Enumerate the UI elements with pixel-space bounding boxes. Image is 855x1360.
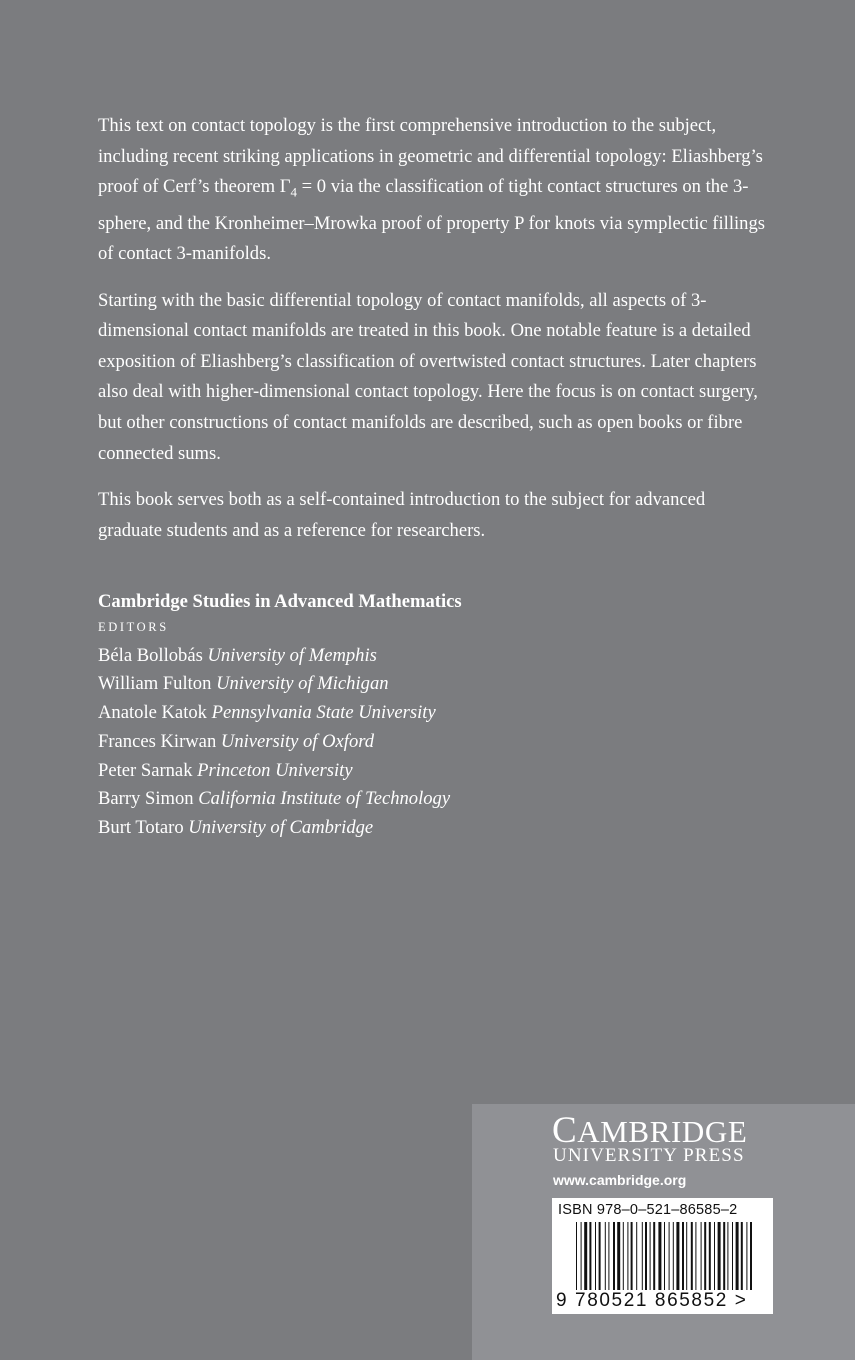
editor-affiliation: Pennsylvania State University <box>211 702 436 724</box>
editor-affiliation: University of Cambridge <box>188 816 374 838</box>
publisher-panel <box>472 1104 855 1360</box>
barcode-bar <box>605 1222 606 1290</box>
barcode-bar <box>750 1222 752 1290</box>
blurb-paragraph-2: Starting with the basic differential topology of contact manifolds, all aspects of 3-dimensional contact manifolds are treated in this book. One notable feature is a detailed exposition of Eliashberg’s classification of overtwisted contact structures. Later chapters also deal with higher-dimensional contact topology. Here the focus is on contact surgery, but other constructions of contact manifolds are described, such as open books or fibre connected sums. <box>98 289 758 464</box>
editor-entry <box>98 785 768 814</box>
barcode-bar <box>673 1222 674 1290</box>
publisher-website[interactable]: www.cambridge.org <box>553 1172 687 1188</box>
publisher-press: UNIVERSITY PRESS <box>553 1145 745 1166</box>
barcode-bar <box>658 1222 661 1290</box>
editor-name: Barry Simon <box>98 788 194 810</box>
barcode-bar <box>736 1222 739 1290</box>
isbn-barcode <box>552 1198 773 1314</box>
barcode-bar <box>599 1222 601 1290</box>
blurb-paragraph-3: This book serves both as a self-contained introduction to the subject for advanced graduate students and as a reference for researchers. <box>98 489 706 541</box>
barcode-bar <box>727 1222 728 1290</box>
back-cover-blurb <box>98 111 768 562</box>
blurb-paragraph-1-start: This text on contact topology is the first comprehensive introduction to the subject, including recent striking applications in geometric and differential topology: Eliashberg’s proof of Cerf’s theorem Γ <box>98 115 763 198</box>
editor-name: Anatole Katok <box>98 702 207 724</box>
editor-name: Burt Totaro <box>98 816 184 838</box>
logo-initial: C <box>552 1110 578 1151</box>
gamma-subscript: 4 <box>290 184 297 200</box>
editor-entry <box>98 728 768 757</box>
editor-name: William Fulton <box>98 673 212 695</box>
editor-entry <box>98 814 768 843</box>
logo-rest: AMBRIDGE <box>577 1114 748 1149</box>
series-title: Cambridge Studies in Advanced Mathematics <box>98 591 462 612</box>
publisher-logo <box>552 1110 748 1151</box>
barcode-bar <box>695 1222 696 1290</box>
barcode-bar <box>631 1222 633 1290</box>
barcode-bar <box>664 1222 665 1290</box>
barcode-bar <box>676 1222 679 1290</box>
barcode-bar <box>653 1222 655 1290</box>
barcode-digits: 9 780521 865852 > <box>556 1290 748 1311</box>
barcode-bar <box>613 1222 615 1290</box>
editor-name: Frances Kirwan <box>98 730 217 752</box>
barcode-bar <box>709 1222 711 1290</box>
editor-affiliation: University of Oxford <box>220 730 375 752</box>
barcode-bar <box>714 1222 715 1290</box>
editor-name: Béla Bollobás <box>98 644 203 666</box>
editors-label: EDITORS <box>98 619 169 634</box>
barcode-bar-group <box>576 1222 752 1290</box>
editor-entry <box>98 642 768 671</box>
barcode-bar <box>701 1222 702 1290</box>
barcode-bar <box>741 1222 743 1290</box>
barcode-bar <box>636 1222 637 1290</box>
editor-affiliation: California Institute of Technology <box>198 788 451 810</box>
series-section <box>98 588 768 843</box>
barcode-bar <box>589 1222 591 1290</box>
barcode-bar <box>576 1222 577 1290</box>
barcode-bar <box>704 1222 706 1290</box>
editor-name: Peter Sarnak <box>98 759 193 781</box>
barcode-bar <box>746 1222 747 1290</box>
isbn-label: ISBN 978–0–521–86585–2 <box>558 1202 738 1218</box>
editor-entry <box>98 699 768 728</box>
barcode-bar <box>686 1222 687 1290</box>
barcode-bar <box>617 1222 620 1290</box>
blurb-paragraph-1 <box>98 111 768 270</box>
barcode-bar <box>642 1222 643 1290</box>
barcode-bar <box>732 1222 733 1290</box>
blurb-paragraph-1-end: = 0 via the classification of tight contact structures on the 3-sphere, and the Kronheimer–Mrowka proof of property P for knots via symplectic fillings of contact 3-manifolds. <box>98 176 765 265</box>
barcode-bar <box>627 1222 628 1290</box>
editor-entry <box>98 757 768 786</box>
barcode-bar <box>608 1222 609 1290</box>
barcode-bar <box>581 1222 582 1290</box>
editors-list <box>98 642 768 843</box>
barcode-bar <box>645 1222 647 1290</box>
barcode-bar <box>691 1222 693 1290</box>
barcode-bar <box>718 1222 721 1290</box>
editor-affiliation: Princeton University <box>197 759 353 781</box>
editor-entry <box>98 670 768 699</box>
barcode-bar <box>595 1222 596 1290</box>
barcode-bar <box>682 1222 684 1290</box>
barcode-bar <box>669 1222 670 1290</box>
barcode-bar <box>650 1222 651 1290</box>
barcode-bar <box>623 1222 624 1290</box>
barcode-bar <box>723 1222 725 1290</box>
editor-affiliation: University of Memphis <box>207 644 377 666</box>
editor-affiliation: University of Michigan <box>216 673 389 695</box>
barcode-bar <box>584 1222 587 1290</box>
